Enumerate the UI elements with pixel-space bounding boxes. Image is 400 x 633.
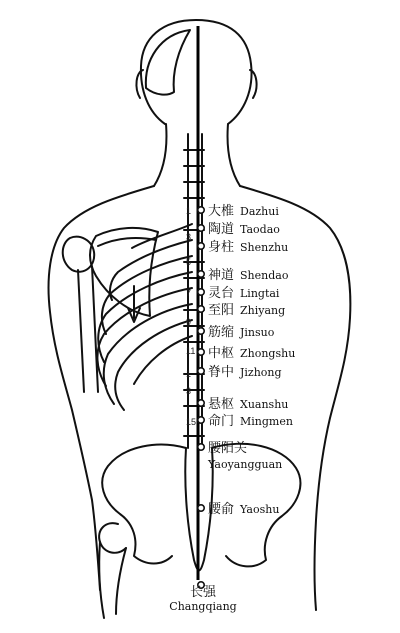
vertebra-markers — [186, 206, 196, 427]
acupoint-zhongshu-cn: 中枢 — [208, 346, 235, 361]
acupoint-shendao-cn: 神道 — [208, 268, 235, 283]
humerus-shaft — [78, 270, 84, 392]
vertebra-number: 1 — [186, 369, 192, 379]
femur-outline — [99, 542, 104, 618]
acupoint-zhiyang-dot[interactable] — [198, 306, 204, 312]
rib-6 — [104, 304, 192, 404]
acupoint-mingmen-en: Mingmen — [240, 415, 293, 428]
acupoint-zhiyang-cn: 至阳 — [208, 303, 235, 318]
pelvis-left — [102, 445, 186, 564]
acupoint-xuanshu-en: Xuanshu — [240, 398, 289, 411]
vertebra-number: 3 — [186, 386, 192, 396]
acupoint-dazhui-en: Dazhui — [240, 205, 279, 218]
acupoint-lingtai-en: Lingtai — [240, 287, 280, 300]
acupoint-jinsuo-cn: 筋缩 — [208, 325, 235, 340]
acupoint-xuanshu-dot[interactable] — [198, 400, 204, 406]
acupoint-zhiyang-en: Zhiyang — [240, 304, 286, 317]
femur-neck — [116, 548, 126, 614]
acupoint-taodao-dot[interactable] — [198, 225, 204, 231]
vertebra-number: 3 — [186, 232, 192, 242]
acupoint-jinsuo-en: Jinsuo — [240, 326, 275, 339]
acupoint-jizhong-dot[interactable] — [198, 368, 204, 374]
acupoint-taodao-cn: 陶道 — [208, 222, 235, 237]
scapula-spine — [98, 238, 156, 246]
acupoint-xuanshu-cn: 悬枢 — [208, 397, 235, 412]
acupoint-dazhui-dot[interactable] — [198, 207, 204, 213]
acupoint-shenzhu-dot[interactable] — [198, 243, 204, 249]
acupoint-shendao-dot[interactable] — [198, 271, 204, 277]
acupoint-changqiang-cn: 长强 — [189, 585, 217, 600]
vertebra-number: 15 — [186, 417, 197, 427]
acupoint-jinsuo-dot[interactable] — [198, 328, 204, 334]
acupoint-jizhong-cn: 脊中 — [208, 365, 235, 380]
acupoint-taodao-en: Taodao — [240, 223, 280, 236]
acupoint-yaoshu-en: Yaoshu — [240, 503, 280, 516]
acupoint-lingtai-dot[interactable] — [198, 289, 204, 295]
acupoint-shenzhu-en: Shenzhu — [240, 241, 289, 254]
acupoint-shenzhu-cn: 身柱 — [208, 240, 235, 255]
acupoint-shendao-en: Shendao — [240, 269, 289, 282]
acupoint-zhongshu-en: Zhongshu — [240, 347, 296, 360]
acupoint-yaoyangguan-cn: 腰阳关 — [208, 441, 248, 456]
acupoint-yaoshu-cn: 腰俞 — [208, 502, 235, 517]
vertebra-number: 7 — [186, 288, 192, 298]
acupoint-jizhong-en: Jizhong — [240, 366, 282, 379]
vertebra-number: 9 — [186, 317, 192, 327]
acupoint-mingmen-cn: 命门 — [208, 414, 235, 429]
neck-left — [154, 124, 167, 186]
acupoint-lingtai-cn: 灵台 — [208, 286, 235, 301]
rib-5 — [97, 288, 192, 386]
femur-head — [99, 523, 126, 553]
acupoint-zhongshu-dot[interactable] — [198, 349, 204, 355]
acupoint-yaoshu-dot[interactable] — [198, 505, 204, 511]
humerus-shaft-inner — [92, 266, 98, 392]
acupoint-mingmen-dot[interactable] — [198, 417, 204, 423]
acupoint-changqiang-en: Changqiang — [169, 600, 237, 613]
acupoint-dazhui-cn: 大椎 — [208, 204, 235, 219]
neck-right — [228, 124, 241, 186]
skull-outline — [146, 30, 190, 95]
vertebra-number: 11 — [186, 346, 196, 356]
acupoint-yaoyangguan-dot[interactable] — [198, 444, 204, 450]
head-outline — [141, 20, 252, 124]
acupoint-yaoyangguan-en: Yaoyangguan — [208, 458, 283, 471]
vertebra-number: 5 — [186, 257, 192, 267]
vertebra-number: 1 — [186, 206, 192, 216]
